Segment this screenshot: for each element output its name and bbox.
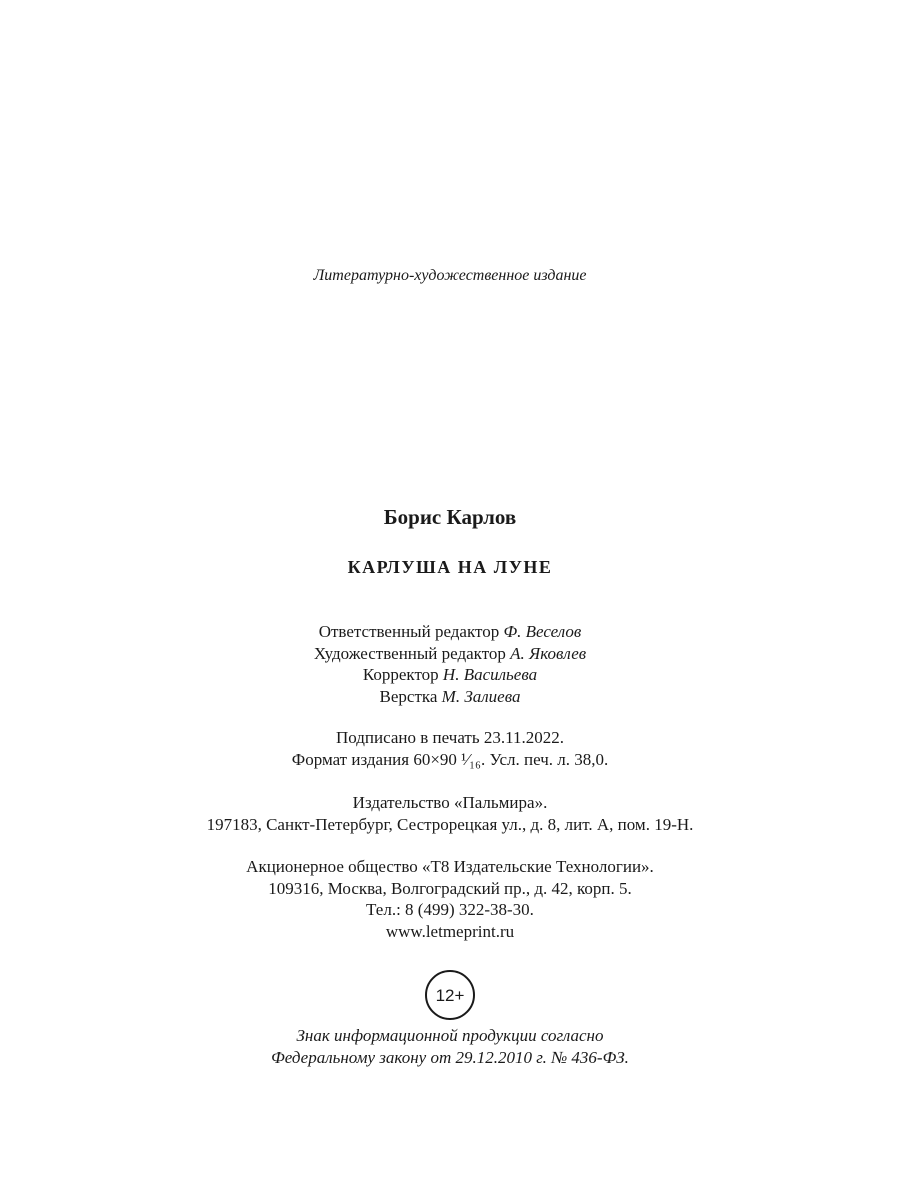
- age-rating-badge: [425, 970, 475, 1020]
- credit-line-art-editor: [0, 643, 900, 665]
- publisher-block: [0, 792, 900, 835]
- credit-name: А. Яковлев: [510, 643, 587, 663]
- credits-block: [0, 621, 900, 707]
- credit-line-proofreader: [0, 664, 900, 686]
- printer-phone: Тел.: 8 (499) 322-38-30.: [366, 900, 534, 919]
- print-format: Формат издания 60×90 ¹⁄₁₆. Усл. печ. л. 38,0.: [291, 749, 609, 769]
- credit-name: Ф. Веселов: [503, 622, 582, 641]
- publisher-address: 197183, Санкт-Петербург, Сестрорецкая ул., д. 8, лит. А, пом. 19-Н.: [206, 814, 694, 834]
- printer-block: [0, 856, 900, 942]
- credit-role: Корректор: [362, 665, 439, 684]
- credit-name: Н. Васильева: [442, 665, 538, 684]
- credit-role: Верстка: [379, 686, 438, 706]
- credit-name: М. Залиева: [441, 686, 521, 706]
- printer-address: 109316, Москва, Волгоградский пр., д. 42, корп. 5.: [268, 878, 632, 898]
- book-title: КАРЛУША НА ЛУНЕ: [347, 557, 553, 577]
- footnote-block: [0, 1025, 900, 1068]
- edition-type: Литературно-художественное издание: [313, 267, 587, 284]
- credit-role: Художественный редактор: [313, 643, 506, 663]
- footnote-line-1: Знак информационной продукции согласно: [296, 1026, 604, 1045]
- credit-role: Ответственный редактор: [318, 622, 500, 641]
- print-info-block: [0, 727, 900, 770]
- printer-name: Акционерное общество «Т8 Издательские Технологии».: [246, 857, 654, 876]
- printer-website: www.letmeprint.ru: [385, 921, 515, 941]
- age-rating-label: 12+: [435, 985, 465, 1005]
- print-signed-date: Подписано в печать 23.11.2022.: [336, 728, 564, 747]
- publisher-name: Издательство «Пальмира».: [352, 793, 548, 812]
- footnote-line-2: Федеральному закону от 29.12.2010 г. № 436-ФЗ.: [271, 1047, 629, 1067]
- credit-line-layout: [0, 686, 900, 708]
- credit-line-chief-editor: [0, 621, 900, 643]
- author-name: Борис Карлов: [383, 505, 517, 529]
